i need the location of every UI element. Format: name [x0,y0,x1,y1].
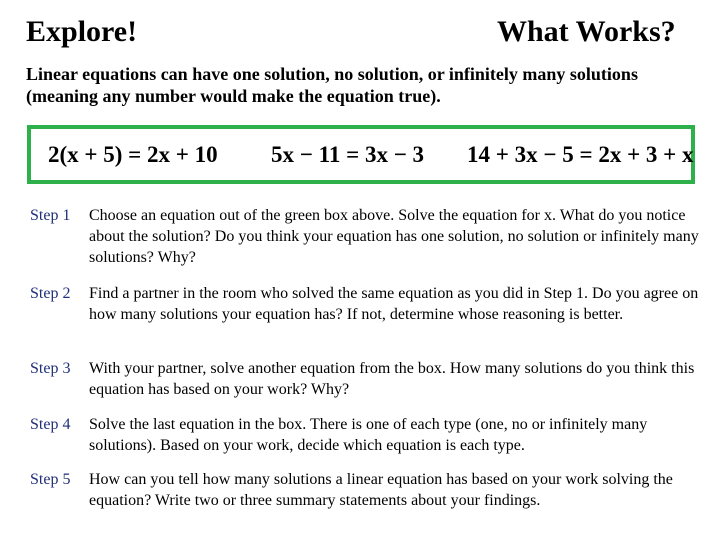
step-text: How can you tell how many solutions a linear equation has based on your work solving the equation? Write two or three summary statements about your findings. [89,471,673,509]
equation-3: 14 + 3x − 5 = 2x + 3 + x [467,142,694,167]
page-title: Explore! [26,15,138,48]
step-text: With your partner, solve another equation from the box. How many solutions do you think this equation has based on your work? Why? [89,360,695,398]
equation-box [27,125,695,184]
page-subtitle: What Works? [497,15,676,48]
equation-2: 5x − 11 = 3x − 3 [271,142,425,167]
step-text: Choose an equation out of the green box above. Solve the equation for x. What do you notice about the solution? Do you think your equation has one solution, no solution or infinitely many solutions? Why? [89,207,699,266]
step-label: Step 3 [30,360,71,377]
step-label: Step 5 [30,471,71,488]
step-label: Step 2 [30,285,71,302]
equation-1: 2(x + 5) = 2x + 10 [48,142,218,167]
step-text: Solve the last equation in the box. There is one of each type (one, no or infinitely many solutions). Based on your work, decide which equation is each type. [89,416,648,454]
step-label: Step 1 [30,207,71,224]
step-text: Find a partner in the room who solved the same equation as you did in Step 1. Do you agree on how many solutions your equation has? If not, determine whose reasoning is better. [89,285,699,323]
step-label: Step 4 [30,416,71,433]
intro-paragraph: Linear equations can have one solution, no solution, or infinitely many solutions (meaning any number would make the equation true). [26,64,638,106]
